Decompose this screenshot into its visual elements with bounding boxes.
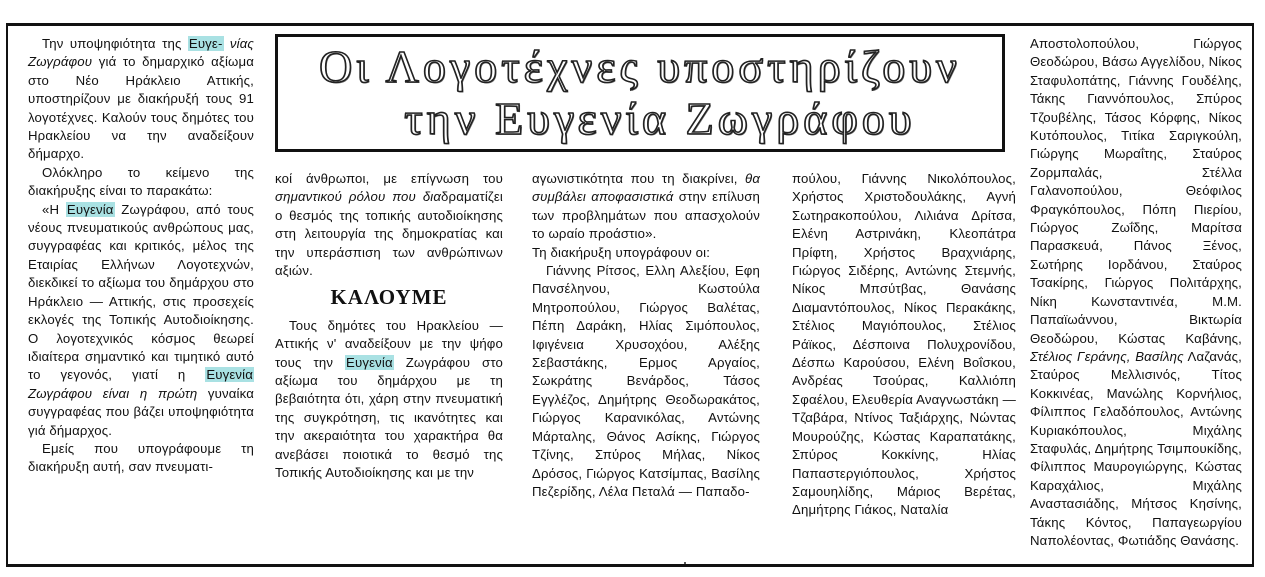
- signatories-list: [1030, 35, 1242, 550]
- article-column-3: [532, 170, 760, 501]
- highlighted-name: Ευγε-: [188, 36, 223, 51]
- paragraph: [275, 170, 503, 280]
- headline-box: [275, 34, 1005, 152]
- text: στην επίλυση των προβλημάτων που απασχολούν το ωραίο προάστιο».: [532, 189, 760, 242]
- print-speck: [684, 562, 686, 564]
- paragraph: [275, 317, 503, 483]
- highlighted-name: Ευγενία: [206, 367, 253, 383]
- text: Ζωγράφου στο αξίωμα του δημάρχου με τη βεβαιότητα ότι, χάρη στην πνευματική της συγκρότηση, τις ικανότητες και την ακεραιότητα του χαρακτήρα θα ανεβάσει ποιοτικά το θεσμό της Τοπικής Αυτοδιοίκησης και με την: [275, 354, 503, 481]
- headline-line-1: Οι Λογοτέχνες υποστηρίζουν: [319, 41, 961, 92]
- paragraph: Εμείς που υπογράφουμε τη διακήρυξη αυτή, σαν πνευματι-: [28, 440, 254, 475]
- paragraph: [532, 170, 760, 244]
- text: γυναίκα συγγραφέας που βάζει υποψηφιότητα γιά δήμαρχος.: [28, 385, 254, 438]
- article-column-1: [28, 35, 254, 477]
- highlighted-name: Ευγενία: [66, 201, 114, 217]
- text: αγωνιστικότητα που τη διακρίνει,: [532, 171, 746, 186]
- subheading: ΚΑΛΟΥΜΕ: [330, 285, 448, 310]
- text: Τους δημότες του Ηρακλείου — Αττικής ν' αναδείξουν με την ψήφο τους την: [275, 317, 503, 370]
- intro-paragraph: [28, 35, 254, 164]
- signatories-intro: Τη διακήρυξη υπογράφουν οι:: [532, 244, 711, 260]
- signatories-list: Γιάννης Ρίτσος, Ελλη Αλεξίου, Εφη Πανσέληνου, Κωστούλα Μητροπούλου, Γιώργος Βαλέτας, Πέπη Δαράκη, Ηλίας Σιμόπουλος, Ιφιγένεια Χρυσοχόου, Αλέξης Σεβαστάκης, Ερμος Αργαίος, Σωκράτης Βενάρδος, Τάσος Εγγλέζος, Δημήτρης Θεοδωρακάτος, Γιώργος Καρανικόλας, Αντώνης Μάρταλης, Θάνος Ασίκης, Γιώργος Τζίνης, Σπύρος Μήλας, Νίκος Δρόσος, Γιώργος Κατσίμπας, Βασίλης Πεζερίδης, Λέλα Πεταλά — Παπαδο-: [532, 263, 760, 499]
- text: κοί άνθρωποι, με επίγνωση του: [275, 171, 503, 186]
- italic-text: Ζωγράφου είναι η πρώτη: [28, 385, 198, 401]
- declaration-paragraph: [28, 201, 254, 440]
- highlighted-name: Ευγενία: [346, 354, 393, 370]
- text: Ζωγράφου, από τους νέους πνευματικούς ανθρώπους μας, συγγραφέας και κριτικός, μέλος της Εταιρίας Ελλήνων Λογοτεχνών, διεκδικεί το αξίωμα του δημάρχου στο Ηράκλειο — Αττικής, στις προσεχείς εκλογές της Τοπικής Αυτοδιοίκησης. Ο λογοτεχνικός κόσμος θεωρεί ιδιαίτερα σημαντικό και τιμητικό αυτό το γεγονός, γιατί η: [28, 201, 254, 383]
- italic-text: Στέλιος Γεράνης, Βασίλης: [1030, 348, 1184, 364]
- paragraph: Ολόκληρο το κείμενο της διακήρυξης είναι το παρακάτω:: [28, 164, 254, 199]
- signatories-list: πούλου, Γιάννης Νικολόπουλος, Χρήστος Χριστοδουλάκης, Αγνή Σωτηρακοπούλου, Λιλιάνα Δρίτσα, Ελένη Αστρινάκη, Κλεοπάτρα Πρίφτη, Χρήστος Βραχνιάρης, Γιώργος Σιδέρης, Αντώνης Στεμνής, Νίκος Μπσύτβας, Θανάσης Διαμαντόπουλος, Νίκος Περακάκης, Στέλιος Μαγιόπουλος, Στέλιος Ράϊκος, Δέσποινα Πολυχρονίδου, Δέσπω Καρούσου, Ελένη Βοΐσκου, Ανδρέας Τσούρας, Καλλιόπη Σφαέλου, Ελευθερία Αναγνωστάκη — Τζαβάρα, Ντίνος Ταξιάρχης, Νώντας Μουρούζης, Κώστας Καραπατάκης, Σπύρος Κοκκίνης, Ηλίας Παπαστεργιόπουλος, Χρήστος Σαμουηλίδης, Μάριος Βερέτας, Δημήτρης Γιάκος, Ναταλία: [792, 171, 1016, 518]
- article-column-2: [275, 170, 503, 483]
- italic-text: θα συμβάλει αποφασιστικά: [532, 171, 760, 205]
- text: γιά το δημαρχικό αξίωμα στο Νέο Ηράκλειο Αττικής, υποστηρίζουν με διακήρυξή τους 91 λογοτέχνες. Καλούν τους δημότες του Ηρακλείου να την αναδείξουν δήμαρχο.: [28, 54, 254, 162]
- text: Αποστολοπούλου, Γιώργος Θεοδώρου, Βάσω Αγγελίδου, Νίκος Σταφυλοπάτης, Γιάννης Γουδέλης, Τάκης Γιαννόπουλος, Σπύρος Τζουβέλης, Τάσος Κόρφης, Νίκος Κυτόπουλος, Τιτίκα Σαριγκούλη, Γιώργης Μωραΐτης, Σταύρος Ζορμπαλάς, Στέλλα Γαλανοπούλου, Θεόφιλος Φραγκόπουλος, Πόπη Πιερίου, Γιώργος Ζωΐδης, Μαρίτσα Παρασκευά, Πάνος Ξένος, Σωτήρης Ιορδάνου, Σταύρος Τσακίρης, Γιώργος Πολιτάρχης, Νίκη Κωνσταντινέα, Μ.Μ. Παπαϊωάννου, Βικτωρία Θεοδώρου, Κώστας Καβάνης,: [1030, 36, 1242, 346]
- italic-text: σημαντικού ρόλου που δια: [275, 189, 442, 205]
- text: Λαζανάς, Σταύρος Μελλισινός, Τίτος Κοκκινέας, Μανώλης Κορνήλιος, Φίλιππος Γελαδόπουλος, Αντώνης Κυριακόπουλος, Μιχάλης Σταφυλάς, Δημήτρης Τσιμπουκίδης, Φίλιππος Μαυρογιώργης, Κώστας Καραχάλιος, Μιχάλης Αναστασιάδης, Μήτσος Κησίνης, Τάκης Κόντος, Παπαγεωργίου Ναπολέοντας, Φωτιάδης Θανάσης.: [1030, 348, 1242, 548]
- text: «Η: [42, 201, 66, 217]
- text: δραματίζει ο θεσμός της τοπικής αυτοδιοίκησης στη λειτουργία της δημοκρατίας και την υπεράσπιση των ανθρώπινων αξιών.: [275, 189, 503, 279]
- article-column-4: [792, 170, 1016, 520]
- headline-line-2: την Ευγενία Ζωγράφου: [404, 93, 916, 144]
- text: Την υποψηφιότητα της: [42, 36, 188, 51]
- article-column-5: [1030, 35, 1242, 550]
- italic-text: νίας Ζωγράφου: [28, 36, 254, 70]
